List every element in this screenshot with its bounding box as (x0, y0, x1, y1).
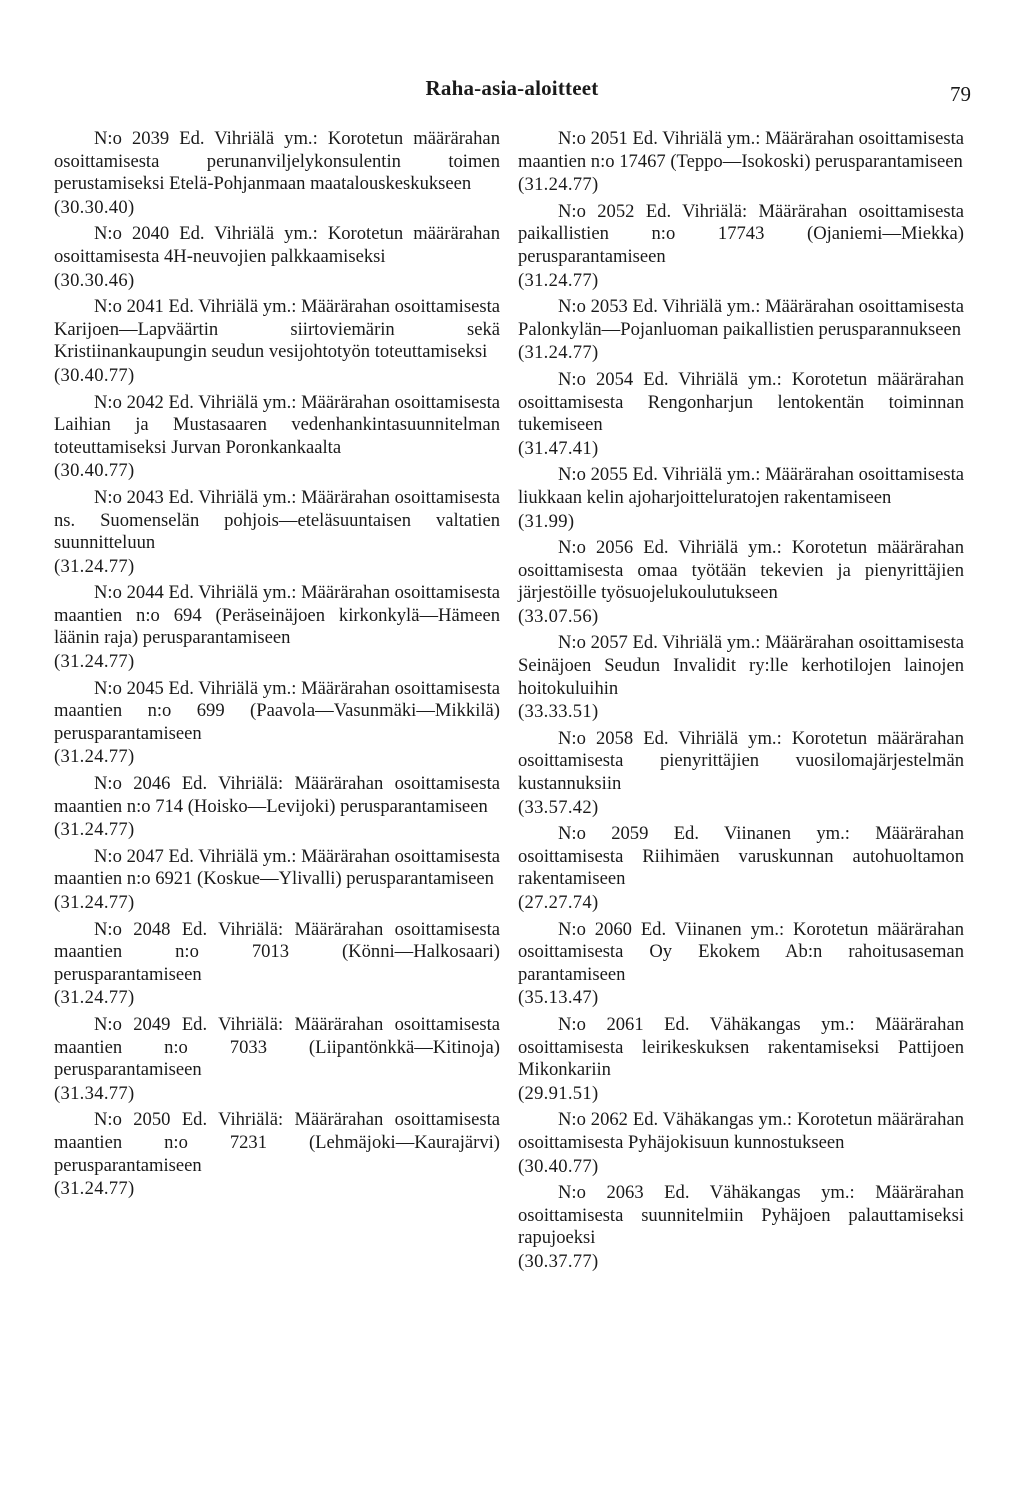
entry (54, 128, 500, 219)
entry-text: N:o 2044 Ed. Vihriälä ym.: Määrärahan osoittamisesta maantien n:o 694 (Peräseinäjoen kirkonkylä—Hämeen läänin raja) perusparantamiseen (54, 582, 500, 649)
entry-text: N:o 2043 Ed. Vihriälä ym.: Määrärahan osoittamisesta ns. Suomenselän pohjois—eteläsuuntaisen valtatien suunnitteluun (54, 486, 500, 554)
entry-text: N:o 2056 Ed. Vihriälä ym.: Korotetun määrärahan osoittamisesta omaa työtään tekevien ja pienyrittäjien järjestöille työsuojelukoulutukseen (518, 537, 964, 604)
entry-text: N:o 2054 Ed. Vihriälä ym.: Korotetun määrärahan osoittamisesta Rengonharjun lentokentän toiminnan tukemiseen (518, 368, 964, 436)
entry-code: (35.13.47) (518, 987, 599, 1009)
entry (54, 919, 500, 1010)
entry-text: N:o 2048 Ed. Vihriälä: Määrärahan osoittamisesta maantien n:o 7013 (Könni—Halkosaari) perusparantamiseen (54, 918, 500, 985)
entry-code: (30.40.77) (54, 364, 135, 386)
entry-code: (33.57.42) (518, 796, 599, 818)
entry-text: N:o 2050 Ed. Vihriälä: Määrärahan osoittamisesta maantien n:o 7231 (Lehmäjoki—Kaurajärvi) perusparantamiseen (54, 1109, 500, 1176)
entry (54, 773, 500, 842)
entry (518, 369, 964, 460)
entry (54, 582, 500, 673)
entry-code: (31.24.77) (54, 746, 135, 768)
entry-code: (30.40.77) (54, 460, 135, 482)
entry (518, 464, 964, 533)
entry (518, 728, 964, 819)
entry-text: N:o 2062 Ed. Vähäkangas ym.: Korotetun määrärahan osoittamisesta Pyhäjokisuun kunnostukseen (518, 1109, 964, 1153)
entry-code: (31.24.77) (54, 555, 135, 577)
entry (54, 223, 500, 292)
entry-text: N:o 2051 Ed. Vihriälä ym.: Määrärahan osoittamisesta maantien n:o 17467 (Teppo—Isokoski) perusparantamiseen (518, 128, 964, 172)
entry-text: N:o 2053 Ed. Vihriälä ym.: Määrärahan osoittamisesta Palonkylän—Pojanluoman paikallistien perusparannukseen (518, 296, 964, 340)
entry-code: (29.91.51) (518, 1082, 599, 1104)
entry-code: (30.40.77) (518, 1155, 599, 1177)
entry (518, 128, 964, 197)
entry-code: (31.24.77) (54, 651, 135, 673)
entry (518, 296, 964, 365)
left-column (54, 128, 500, 1205)
entry-code: (33.07.56) (518, 605, 599, 627)
entry-code: (31.24.77) (54, 987, 135, 1009)
entry-code: (31.24.77) (518, 174, 599, 196)
entry-text: N:o 2042 Ed. Vihriälä ym.: Määrärahan osoittamisesta Laihian ja Mustasaaren vedenhankintasuunnitelman toteuttamiseksi Jurvan Poronkankaalta (54, 391, 500, 458)
entry (54, 296, 500, 387)
entry-text: N:o 2049 Ed. Vihriälä: Määrärahan osoittamisesta maantien n:o 7033 (Liipantönkkä—Kitinoja) perusparantamiseen (54, 1013, 500, 1081)
entry (54, 392, 500, 483)
page-header-title: Raha-asia-aloitteet (425, 76, 599, 100)
entry-text: N:o 2041 Ed. Vihriälä ym.: Määrärahan osoittamisesta Karijoen—Lapväärtin siirtoviemärin sekä Kristiinankaupungin seudun vesijohtotyön toteuttamiseksi (54, 296, 500, 363)
entry (518, 1109, 964, 1178)
entry-code: (31.99) (518, 510, 575, 532)
entry-text: N:o 2046 Ed. Vihriälä: Määrärahan osoittamisesta maantien n:o 714 (Hoisko—Levijoki) perusparantamiseen (54, 773, 500, 817)
entry-code: (27.27.74) (518, 892, 599, 913)
entry-text: N:o 2063 Ed. Vähäkangas ym.: Määrärahan osoittamisesta suunnitelmiin Pyhäjoen palauttamiseksi rapujoeksi (518, 1182, 964, 1249)
entry (54, 1014, 500, 1105)
entry-code: (31.24.77) (54, 819, 135, 841)
entry-code: (30.37.77) (518, 1250, 599, 1272)
entry (518, 1014, 964, 1105)
entry-text: N:o 2052 Ed. Vihriälä: Määrärahan osoittamisesta paikallistien n:o 17743 (Ojaniemi—Miekka) perusparantamiseen (518, 200, 964, 267)
entry (54, 846, 500, 915)
entry-text: N:o 2045 Ed. Vihriälä ym.: Määrärahan osoittamisesta maantien n:o 699 (Paavola—Vasunmäki—Mikkilä) perusparantamiseen (54, 677, 500, 744)
entry-text: N:o 2055 Ed. Vihriälä ym.: Määrärahan osoittamisesta liukkaan kelin ajoharjoitteluratojen rakentamiseen (518, 464, 964, 508)
entry-text: N:o 2060 Ed. Viinanen ym.: Korotetun määrärahan osoittamisesta Oy Ekokem Ab:n rahoitusaseman parantamiseen (518, 918, 964, 985)
right-column (518, 128, 964, 1278)
entry-text: N:o 2047 Ed. Vihriälä ym.: Määrärahan osoittamisesta maantien n:o 6921 (Koskue—Ylivalli) perusparantamiseen (54, 845, 500, 890)
entry (518, 632, 964, 723)
entry-code: (31.24.77) (518, 269, 599, 291)
entry-text: N:o 2057 Ed. Vihriälä ym.: Määrärahan osoittamisesta Seinäjoen Seudun Invalidit ry:lle kerhotilojen lainojen hoitokuluihin (518, 632, 964, 699)
entry (54, 1109, 500, 1200)
entry-text: N:o 2059 Ed. Viinanen ym.: Määrärahan osoittamisesta Riihimäen varuskunnan autohuoltamon rakentamiseen (518, 823, 964, 890)
entry-text: N:o 2039 Ed. Vihriälä ym.: Korotetun määrärahan osoittamisesta perunanviljelykonsulentin toimen perustamiseksi Etelä-Pohjanmaan maatalouskeskukseen (54, 128, 500, 195)
entry-code: (30.30.40) (54, 196, 135, 218)
entry (518, 201, 964, 292)
entry (518, 1182, 964, 1273)
page-number: 79 (950, 82, 971, 106)
entry-text: N:o 2061 Ed. Vähäkangas ym.: Määrärahan osoittamisesta leirikeskuksen rakentamiseksi Pattijoen Mikonkariin (518, 1013, 964, 1081)
entry (518, 823, 964, 914)
entry (54, 487, 500, 578)
entry-code: (31.24.77) (54, 892, 135, 913)
entry-code: (31.47.41) (518, 437, 599, 459)
entry (518, 919, 964, 1010)
entry-text: N:o 2040 Ed. Vihriälä ym.: Korotetun määrärahan osoittamisesta 4H-neuvojien palkkaamiseksi (54, 223, 500, 267)
entry-code: (31.24.77) (518, 342, 599, 364)
entry-code: (31.24.77) (54, 1178, 135, 1200)
entry-code: (30.30.46) (54, 269, 135, 291)
entry-text: N:o 2058 Ed. Vihriälä ym.: Korotetun määrärahan osoittamisesta pienyrittäjien vuosilomajärjestelmän kustannuksiin (518, 727, 964, 795)
entry (518, 537, 964, 628)
entry (54, 678, 500, 769)
entry-code: (31.34.77) (54, 1082, 135, 1104)
entry-code: (33.33.51) (518, 701, 599, 723)
